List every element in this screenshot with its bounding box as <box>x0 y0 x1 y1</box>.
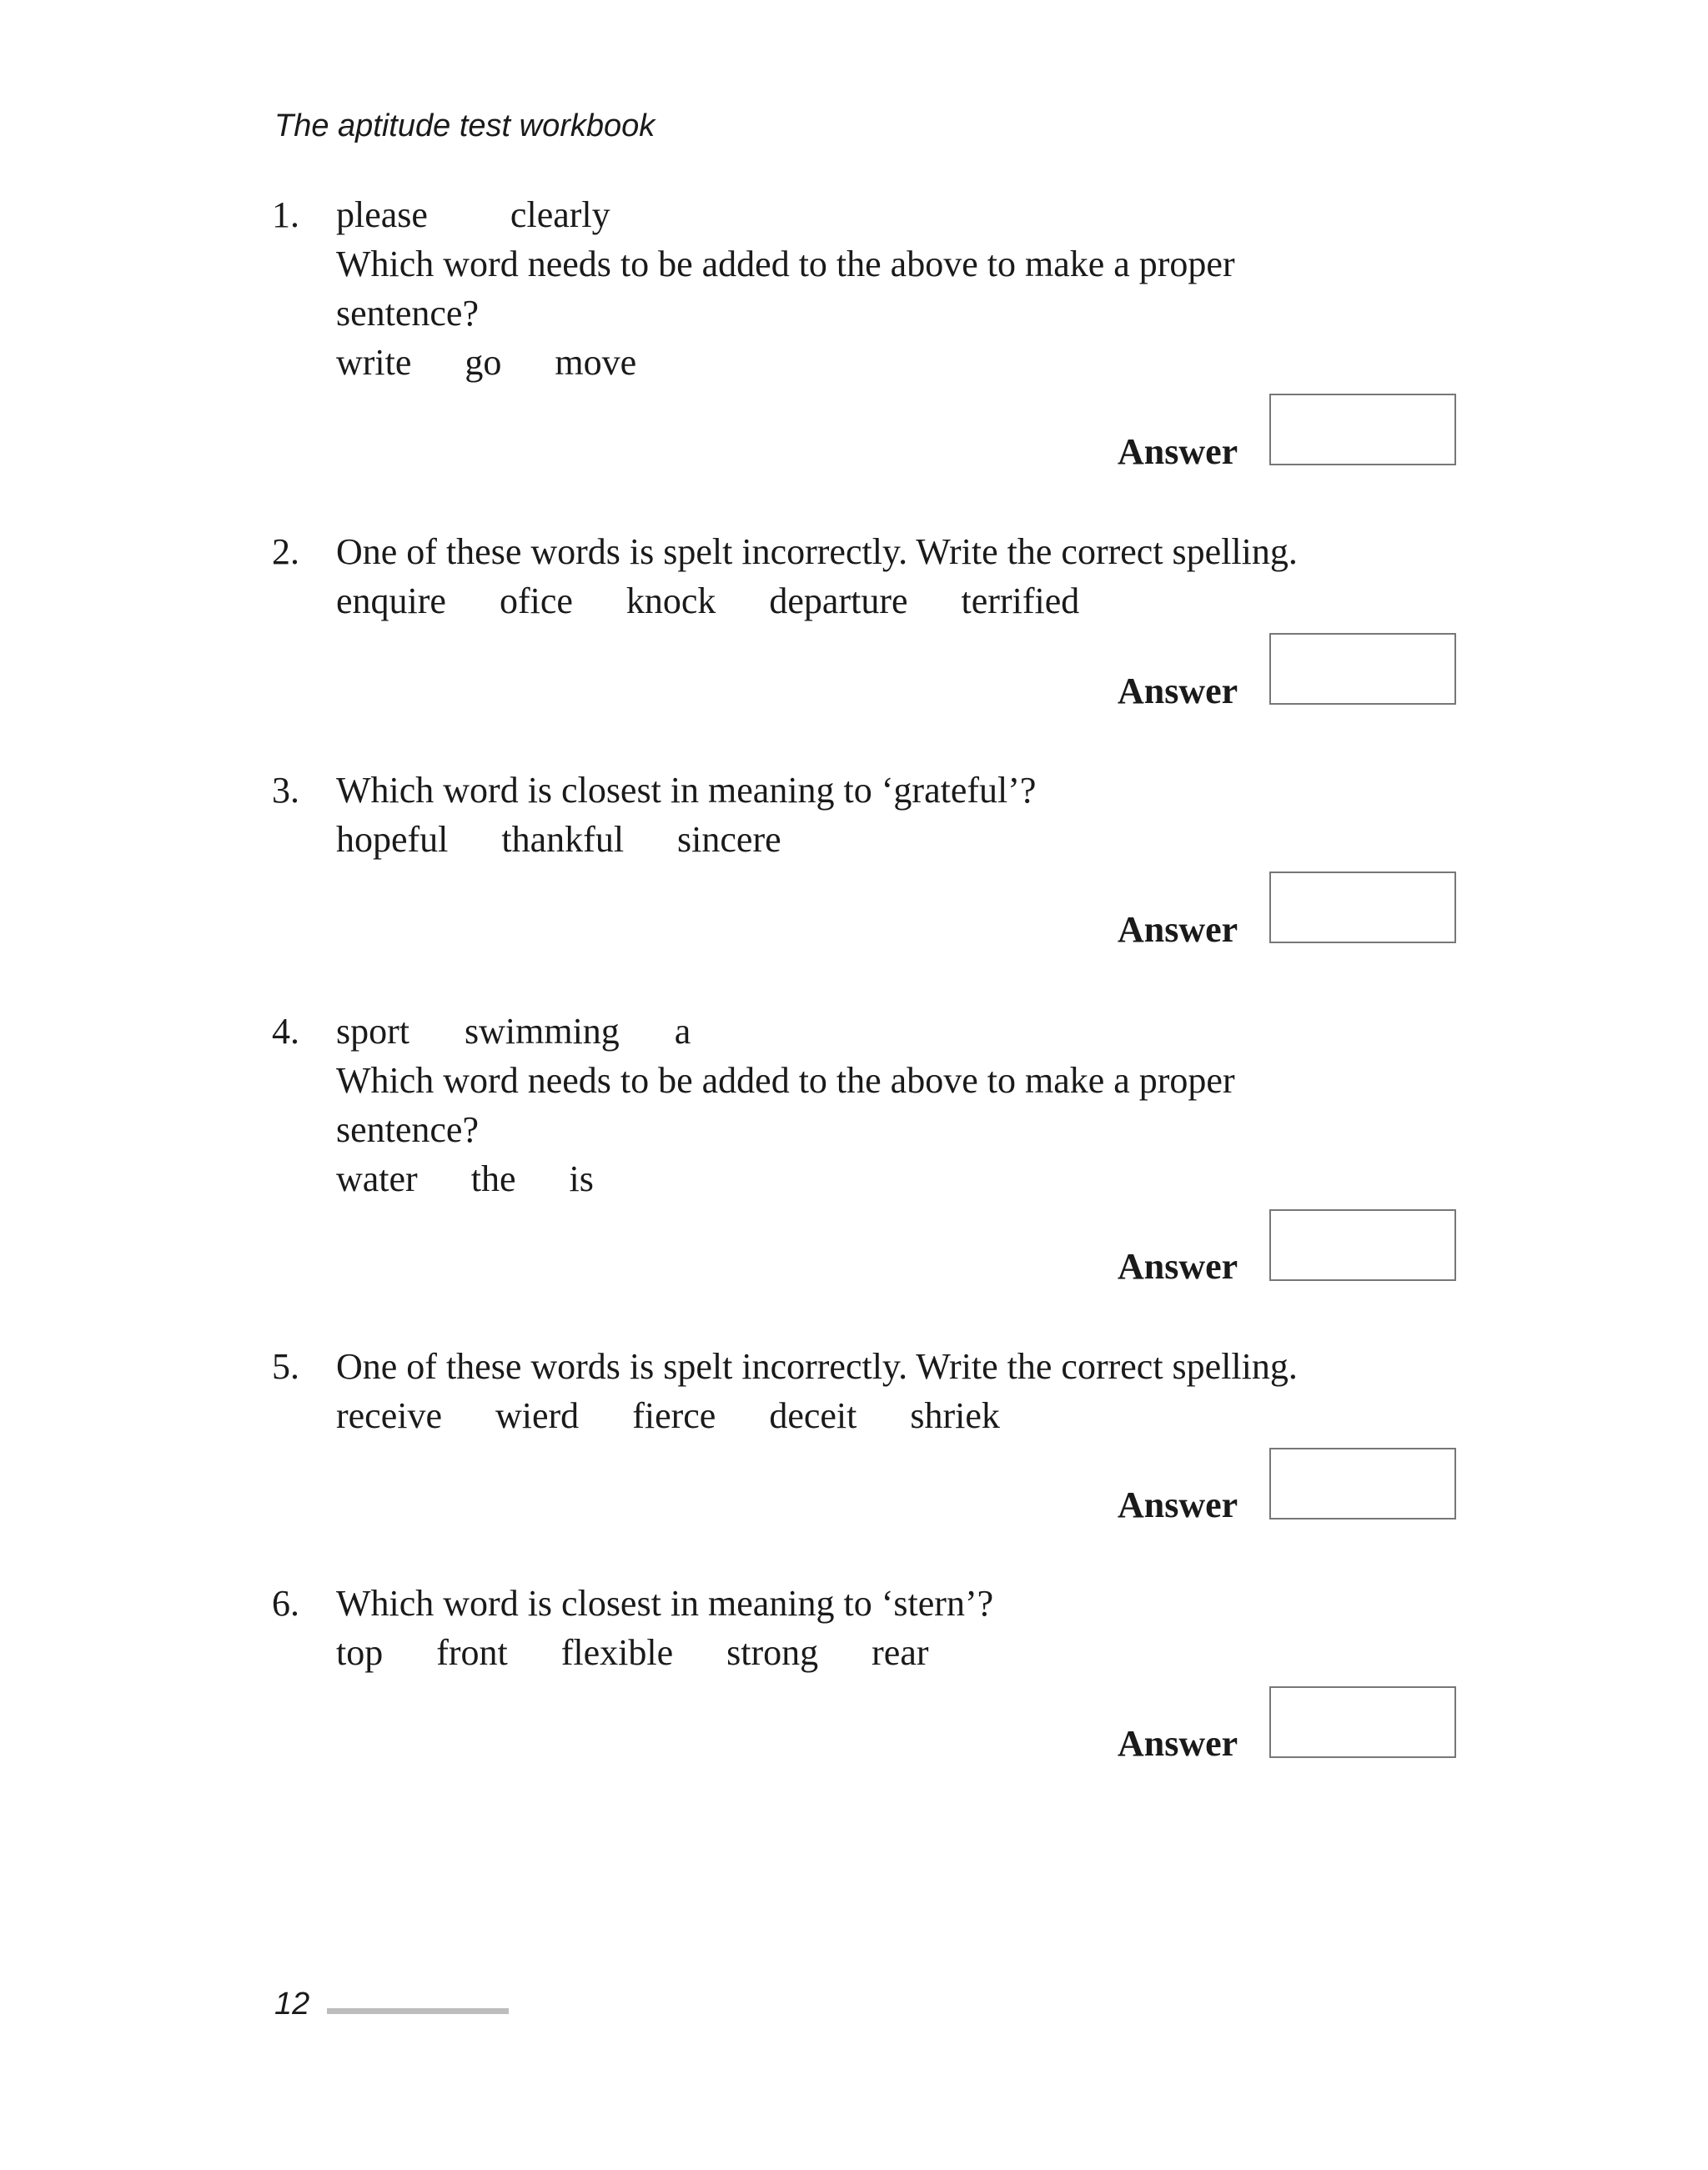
option: enquire <box>336 580 446 621</box>
question-body <box>336 1579 993 1677</box>
option: move <box>555 342 637 383</box>
option: the <box>470 1158 516 1199</box>
question-line: One of these words is spelt incorrectly. Write the correct spelling. <box>336 1346 1298 1387</box>
options-row <box>336 1628 993 1677</box>
option: wierd <box>495 1395 580 1436</box>
option: flexible <box>560 1632 674 1673</box>
question-body <box>336 527 1298 625</box>
options-row <box>336 338 1235 387</box>
options-row <box>336 815 1036 864</box>
option: go <box>465 342 502 383</box>
question-number: 2. <box>272 531 299 572</box>
answer-label: Answer <box>1118 1246 1238 1287</box>
option: strong <box>726 1632 819 1673</box>
question-number: 4. <box>272 1011 299 1052</box>
question-line: Which word needs to be added to the above to make a proper <box>336 1060 1235 1101</box>
answer-box[interactable] <box>1269 1448 1456 1520</box>
question-line: please clearly <box>336 194 610 235</box>
question-line: Which word is closest in meaning to ‘stern’? <box>336 1583 994 1624</box>
answer-label: Answer <box>1118 671 1238 711</box>
answer-label: Answer <box>1118 1484 1238 1525</box>
options-row <box>336 576 1298 625</box>
question-body <box>336 766 1036 864</box>
question-line: sentence? <box>336 1109 479 1150</box>
question-number: 3. <box>272 770 299 811</box>
option: sincere <box>677 819 781 860</box>
option: water <box>336 1158 418 1199</box>
answer-label: Answer <box>1118 431 1238 472</box>
option: fierce <box>632 1395 716 1436</box>
option: receive <box>336 1395 442 1436</box>
running-head: The aptitude test workbook <box>274 108 656 143</box>
question-line: sport swimming a <box>336 1011 691 1052</box>
option: departure <box>769 580 908 621</box>
option: write <box>336 342 412 383</box>
question-body <box>336 1342 1298 1440</box>
answer-label: Answer <box>1118 909 1238 950</box>
option: rear <box>872 1632 929 1673</box>
option: top <box>336 1632 384 1673</box>
question-number: 5. <box>272 1346 299 1387</box>
page-number: 12 <box>274 1987 310 2022</box>
question-number: 1. <box>272 194 299 235</box>
question-body <box>336 1007 1235 1203</box>
footer-rule <box>327 2008 509 2014</box>
option: deceit <box>769 1395 857 1436</box>
option: knock <box>625 580 716 621</box>
options-row <box>336 1154 1235 1203</box>
option: thankful <box>501 819 625 860</box>
option: terrified <box>961 580 1080 621</box>
answer-box[interactable] <box>1269 1209 1456 1281</box>
answer-box[interactable] <box>1269 872 1456 943</box>
answer-box[interactable] <box>1269 1686 1456 1758</box>
option: is <box>569 1158 594 1199</box>
option: front <box>436 1632 508 1673</box>
option: hopeful <box>336 819 449 860</box>
question-line: One of these words is spelt incorrectly. Write the correct spelling. <box>336 531 1298 572</box>
question-number: 6. <box>272 1583 299 1624</box>
question-line: Which word needs to be added to the above to make a proper <box>336 244 1235 284</box>
option: shriek <box>910 1395 1000 1436</box>
answer-label: Answer <box>1118 1723 1238 1764</box>
question-line: Which word is closest in meaning to ‘grateful’? <box>336 770 1037 811</box>
options-row <box>336 1391 1298 1440</box>
answer-box[interactable] <box>1269 633 1456 705</box>
answer-box[interactable] <box>1269 394 1456 465</box>
option: ofice <box>499 580 573 621</box>
question-line: sentence? <box>336 293 479 334</box>
question-body <box>336 190 1235 387</box>
